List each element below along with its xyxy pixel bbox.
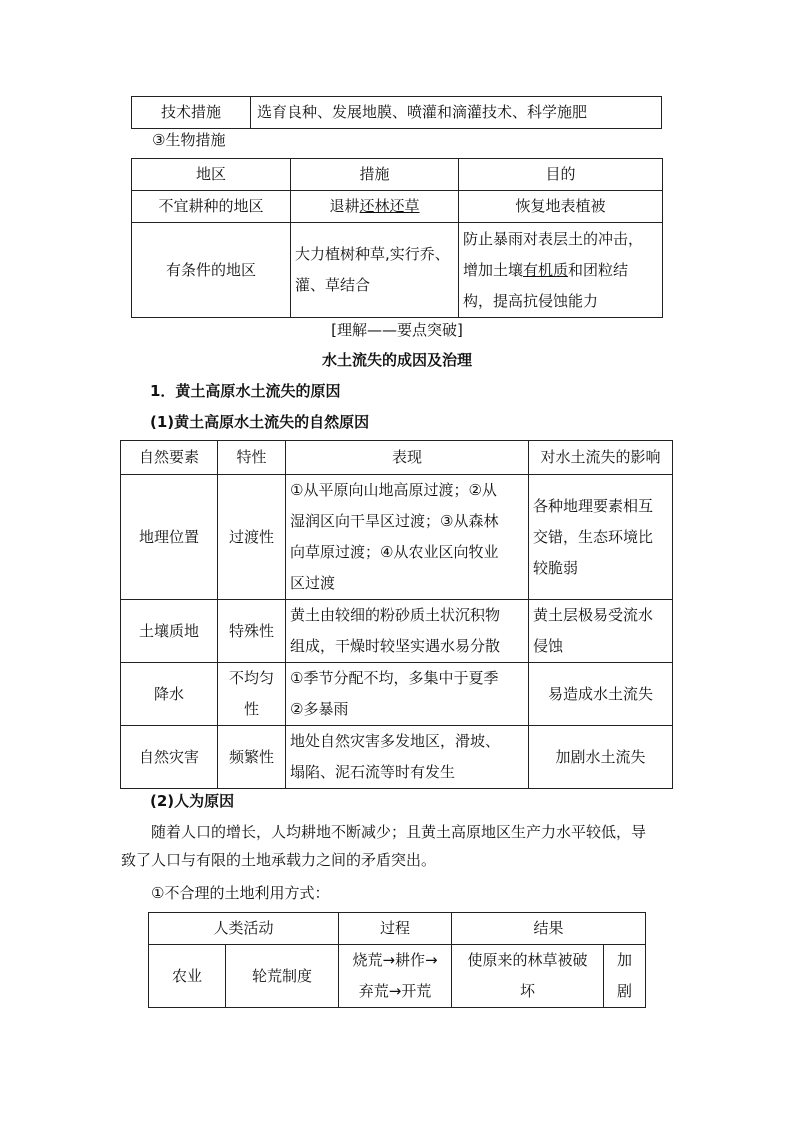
- nat-r3-trait: [218, 663, 286, 726]
- nat-r2-show: [286, 600, 529, 663]
- bio-row1-region: 不宜耕种的地区: [132, 191, 291, 223]
- subheading-land-use: ①不合理的土地利用方式：: [151, 884, 330, 902]
- bio-measures-table: [131, 158, 663, 318]
- nat-r3-trait-line2: 性: [243, 700, 259, 718]
- bio-row2-purpose-underlined: 有机质: [523, 260, 569, 279]
- nat-header-trait: 特性: [218, 441, 286, 475]
- bio-row1-measure-a: 退耕: [329, 197, 360, 215]
- bio-row2-purpose: [459, 223, 663, 318]
- bio-row2-purpose-line2: [463, 255, 658, 286]
- bio-row2-purpose-line1: 防止暴雨对表层土的冲击，: [463, 229, 644, 248]
- nat-r3-show-line2: ②多暴雨: [290, 700, 349, 718]
- body-paragraph-line2: 致了人口与有限的土地承载力之间的矛盾突出。: [121, 851, 437, 869]
- nat-r3-effect: 易造成水土流失: [529, 663, 673, 726]
- nat-r3-trait-line1: 不均匀: [228, 669, 274, 687]
- bio-row2-purpose-text-b: 和团粒结: [568, 260, 629, 279]
- nat-r3-show-line1: ①季节分配不均，多集中于夏季: [290, 669, 499, 687]
- nat-r1-factor: 地理位置: [121, 475, 218, 600]
- nat-r2-trait: 特殊性: [218, 600, 286, 663]
- nat-r1-show-line1: ①从平原向山地高原过渡；②从: [290, 481, 497, 499]
- human-header-activity: 人类活动: [149, 913, 339, 945]
- nat-r2-effect-line2: 侵蚀: [533, 637, 564, 655]
- nat-header-effect: 对水土流失的影响: [529, 441, 673, 475]
- nat-r1-show-line4: 区过渡: [290, 574, 336, 592]
- nat-r1-effect: [529, 475, 673, 600]
- bio-row1-purpose: 恢复地表植被: [459, 191, 663, 223]
- bio-measures-heading: ③生物措施: [152, 131, 226, 149]
- nat-r4-show: [286, 726, 529, 789]
- nat-r4-show-line2: 塌陷、泥石流等时有发生: [290, 763, 456, 781]
- nat-r2-effect-line1: 黄土层极易受流水: [533, 606, 654, 624]
- bio-row1-measure-underlined: 还林还草: [359, 197, 420, 215]
- bio-row2-region: 有条件的地区: [132, 223, 291, 318]
- bio-header-measure: 措施: [291, 159, 459, 191]
- human-row-result-line1: 使原来的林草被破: [467, 951, 588, 969]
- human-activity-table: [148, 912, 646, 1008]
- nat-r4-trait: 频繁性: [218, 726, 286, 789]
- human-row-extra-line1: 加: [617, 951, 633, 969]
- nat-r1-show-line3: 向草原过渡；④从农业区向牧业: [290, 543, 499, 561]
- human-row-process-line1: 烧荒→耕作→: [352, 951, 438, 969]
- human-row-extra: [604, 945, 646, 1008]
- section-title: 水土流失的成因及治理: [321, 351, 472, 369]
- nat-r4-effect: 加剧水土流失: [529, 726, 673, 789]
- section-label: [理解——要点突破]: [331, 321, 463, 339]
- human-row-system: 轮荒制度: [226, 945, 339, 1008]
- bio-header-purpose: 目的: [459, 159, 663, 191]
- nat-r2-effect: [529, 600, 673, 663]
- nat-r2-show-line2: 组成，干燥时较坚实遇水易分散: [290, 637, 501, 655]
- tech-measures-table: [131, 96, 662, 129]
- human-row-result-line2: 坏: [520, 982, 536, 1000]
- tech-content-cell: 选育良种、发展地膜、喷灌和滴灌技术、科学施肥: [251, 97, 662, 129]
- nat-r1-show: [286, 475, 529, 600]
- nat-r4-show-line1: 地处自然灾害多发地区，滑坡、: [290, 732, 501, 750]
- heading-1-2: (2)人为原因: [150, 792, 235, 810]
- nat-r1-trait: 过渡性: [218, 475, 286, 600]
- nat-r3-factor: 降水: [121, 663, 218, 726]
- tech-label-cell: 技术措施: [132, 97, 251, 129]
- bio-row2-purpose-text-a: 增加土壤: [463, 260, 524, 279]
- human-row-extra-line2: 剧: [617, 982, 633, 1000]
- bio-row2-measure-line1: 大力植树种草,实行乔、: [295, 245, 450, 263]
- human-header-result: 结果: [452, 913, 646, 945]
- nat-header-show: 表现: [286, 441, 529, 475]
- body-paragraph: [121, 818, 681, 874]
- human-row-process: [339, 945, 452, 1008]
- nat-r1-effect-line1: 各种地理要素相互: [533, 496, 654, 515]
- nat-r2-show-line1: 黄土由较细的粉砂质土状沉积物: [290, 606, 501, 624]
- nat-r1-effect-line3: 较脆弱: [533, 558, 579, 577]
- nat-header-factor: 自然要素: [121, 441, 218, 475]
- bio-row1-measure: [291, 191, 459, 223]
- human-row-sector: 农业: [149, 945, 226, 1008]
- nat-r1-effect-line2: 交错，生态环境比: [533, 527, 654, 546]
- human-row-result: [452, 945, 604, 1008]
- bio-header-region: 地区: [132, 159, 291, 191]
- heading-1-1: (1)黄土高原水土流失的自然原因: [150, 413, 370, 431]
- nat-r3-show: [286, 663, 529, 726]
- nat-r2-factor: 土壤质地: [121, 600, 218, 663]
- nat-r4-factor: 自然灾害: [121, 726, 218, 789]
- human-header-process: 过程: [339, 913, 452, 945]
- heading-1: 1．黄土高原水土流失的原因: [150, 382, 341, 400]
- human-row-process-line2: 弃荒→开荒: [358, 982, 432, 1000]
- bio-row2-measure: [291, 223, 459, 318]
- body-paragraph-line1: 随着人口的增长，人均耕地不断减少；且黄土高原地区生产力水平较低，导: [151, 823, 647, 841]
- nat-r1-show-line2: 湿润区向干旱区过渡；③从森林: [290, 512, 499, 530]
- natural-causes-table: [120, 440, 673, 789]
- bio-row2-measure-line2: 灌、草结合: [295, 276, 371, 294]
- bio-row2-purpose-line3: 构，提高抗侵蚀能力: [463, 291, 599, 310]
